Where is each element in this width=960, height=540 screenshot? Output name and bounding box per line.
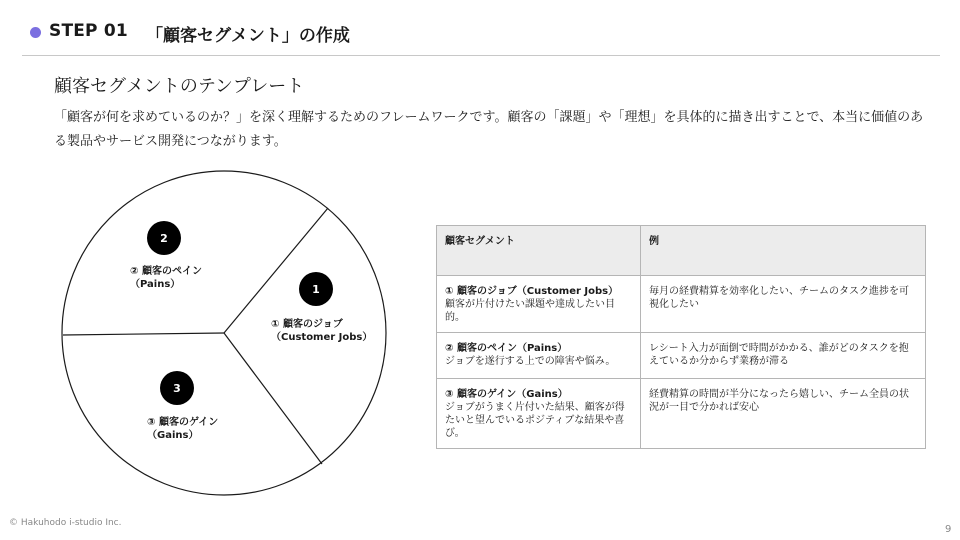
table-row: [437, 379, 926, 449]
segment-1-label: ① 顧客のジョブ （Customer Jobs）: [271, 319, 373, 343]
example-cell: 経費精算の時間が半分になったら嬉しい、チーム全員の状況が一目で分かれば安心: [641, 379, 926, 449]
segment-2-badge: 2: [147, 221, 181, 255]
segment-cell: [437, 333, 641, 379]
segment-body: 顧客が片付けたい課題や達成したい目的。: [445, 299, 615, 323]
table-row: [437, 276, 926, 333]
description-text: 「顧客が何を求めているのか？」を深く理解するためのフレームワークです。顧客の「課題」や「理想」を具体的に描き出すことで、本当に価値のある製品やサービス開発につながります。: [54, 110, 924, 149]
segment-name: ① 顧客のジョブ（Customer Jobs）: [445, 286, 619, 297]
segment-3-badge: 3: [160, 371, 194, 405]
segment-name: ③ 顧客のゲイン（Gains）: [445, 389, 568, 400]
customer-segment-diagram: [0, 160, 420, 510]
segment-cell: [437, 379, 641, 449]
segment-body: ジョブがうまく片付いた結果、顧客が得たいと望んでいるポジティブな結果や喜び。: [445, 402, 625, 439]
table-header-row: [437, 226, 926, 276]
table-row: [437, 333, 926, 379]
page-number: 9: [945, 524, 952, 535]
segment-name: ② 顧客のペイン（Pains）: [445, 343, 568, 354]
header-divider: [22, 55, 940, 56]
example-cell: レシート入力が面倒で時間がかかる、誰がどのタスクを抱えているか分からず業務が滞る: [641, 333, 926, 379]
section-heading: 顧客セグメントのテンプレート: [54, 76, 305, 97]
segment-1-badge: 1: [299, 272, 333, 306]
segment-2-label: ② 顧客のペイン （Pains）: [130, 266, 202, 290]
segment-body: ジョブを遂行する上での障害や悩み。: [445, 356, 616, 367]
bullet-dot-icon: [30, 27, 41, 38]
segment-table: [436, 225, 926, 449]
segment-3-label: ③ 顧客のゲイン （Gains）: [147, 417, 219, 441]
column-header-example: 例: [641, 226, 926, 276]
segment-cell: [437, 276, 641, 333]
slide-header: [0, 0, 960, 56]
copyright-text: © Hakuhodo i-studio Inc.: [9, 518, 122, 528]
slide-title: 「顧客セグメント」の作成: [146, 26, 350, 46]
example-cell: 毎月の経費精算を効率化したい、チームのタスク進捗を可視化したい: [641, 276, 926, 333]
column-header-segment: 顧客セグメント: [437, 226, 641, 276]
step-label: STEP 01: [49, 21, 128, 41]
